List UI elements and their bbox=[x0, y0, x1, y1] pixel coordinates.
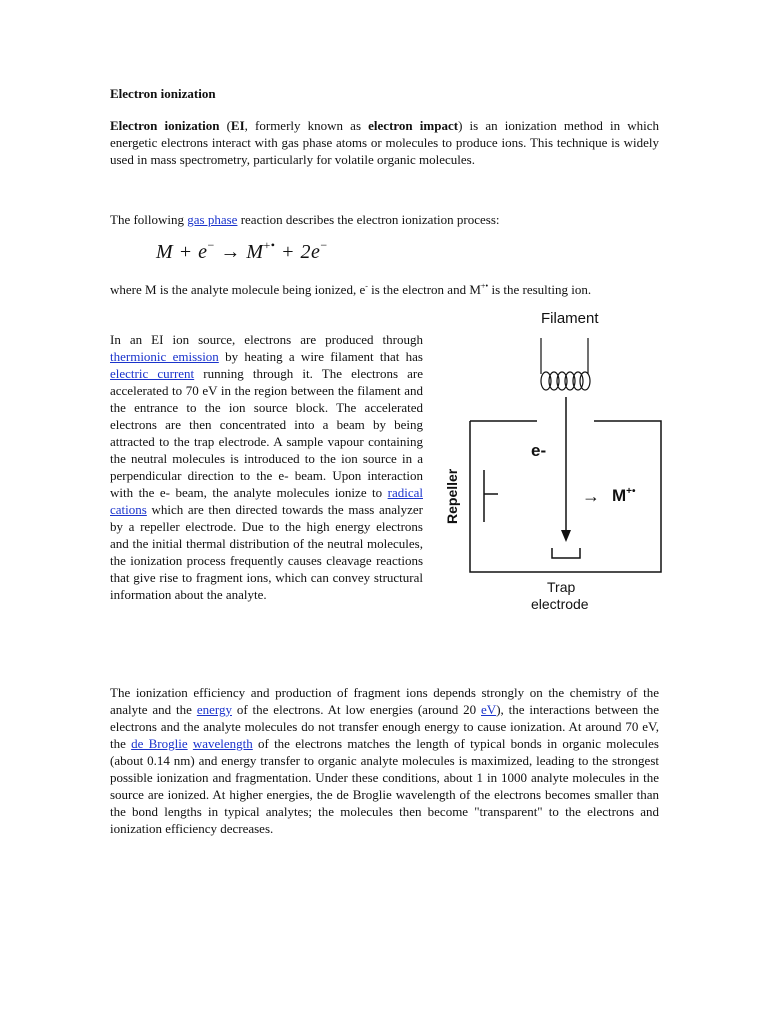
repeller-electrode-icon bbox=[484, 470, 498, 522]
wavelength-link[interactable]: wavelength bbox=[192, 736, 253, 751]
radical-cations-link[interactable]: radical cations bbox=[110, 485, 423, 517]
gas-phase-link[interactable]: gas phase bbox=[187, 212, 238, 227]
thermionic-emission-link[interactable]: thermionic emission bbox=[110, 349, 219, 364]
ion-source-diagram bbox=[438, 302, 668, 614]
alt-term-bold: electron impact bbox=[368, 118, 459, 133]
ion-direction-arrow-icon: → bbox=[582, 486, 600, 506]
energy-link[interactable]: energy bbox=[196, 702, 232, 717]
ionization-equation: M + e− → M+• + 2e− bbox=[156, 238, 328, 263]
filament-coil-icon bbox=[541, 338, 590, 390]
filament-label: Filament bbox=[541, 310, 599, 327]
page-title: Electron ionization bbox=[110, 86, 216, 101]
reaction-lead-paragraph: The following gas phase reaction describes the electron ionization process: bbox=[110, 212, 500, 227]
electrode-label: electrode bbox=[531, 596, 589, 612]
term-bold: Electron ionization bbox=[110, 118, 220, 133]
electron-label: e- bbox=[531, 441, 547, 460]
efficiency-paragraph: The ionization efficiency and production of fragment ions depends strongly on the chemistry of the analyte and the energy of the electrons. At low energies (around 20 eV), the interactions between the electrons and the analyte molecules do not transfer enough energy to cause ionization. At around 70 eV, the de Broglie wavelength of the electrons matches the length of typical bonds in organic molecules (about 0.14 nm) and energy transfer to organic analyte molecules is maximized, leading to the strongest possible ionization and fragmentation. Under these conditions, about 1 in 1000 analyte molecules in the source are ionized. At higher energies, the de Broglie wavelength of the electrons becomes smaller than the bond lengths in typical analytes; the molecules then become "transparent" to the electrons and ionization efficiency decreases. bbox=[110, 685, 660, 836]
ev-link[interactable]: eV bbox=[481, 702, 497, 717]
ion-source-paragraph: In an EI ion source, electrons are produced through thermionic emission by heating a wire filament that has electric current running through it. The electrons are accelerated to 70 eV in the region between the filament and the entrance to the ion source block. The accelerated electrons are then concentrated into a beam by being attracted to the trap electrode. A sample vapour containing the neutral molecules is introduced to the ion source in a perpendicular direction to the e- beam. Upon interaction with the e- beam, the analyte molecules ionize to radical cations which are then directed towards the mass analyzer by a repeller electrode. Due to the high energy electrons and the initial thermal distribution of the neutral molecules, the ionization process frequently causes cleavage reactions that give rise to fragment ions, which can convey structural information about the analyte. bbox=[110, 332, 423, 602]
intro-paragraph: Electron ionization (EI, formerly known as electron impact) is an ionization method in which energetic electrons interact with gas phase atoms or molecules to produce ions. This technique is widely used in mass spectrometry, particularly for volatile organic molecules. bbox=[110, 118, 659, 167]
repeller-label: Repeller bbox=[444, 468, 460, 524]
ion-label: M+• bbox=[612, 486, 636, 505]
abbr-bold: EI bbox=[230, 118, 245, 133]
electron-beam-arrowhead-icon bbox=[561, 530, 571, 542]
where-paragraph: where M is the analyte molecule being ionized, e- is the electron and M+• is the resulting ion. bbox=[110, 281, 592, 297]
electric-current-link[interactable]: electric current bbox=[110, 366, 195, 381]
trap-electrode-icon bbox=[552, 548, 580, 558]
trap-label: Trap bbox=[547, 579, 576, 595]
de-broglie-link[interactable]: de Broglie bbox=[131, 736, 188, 751]
